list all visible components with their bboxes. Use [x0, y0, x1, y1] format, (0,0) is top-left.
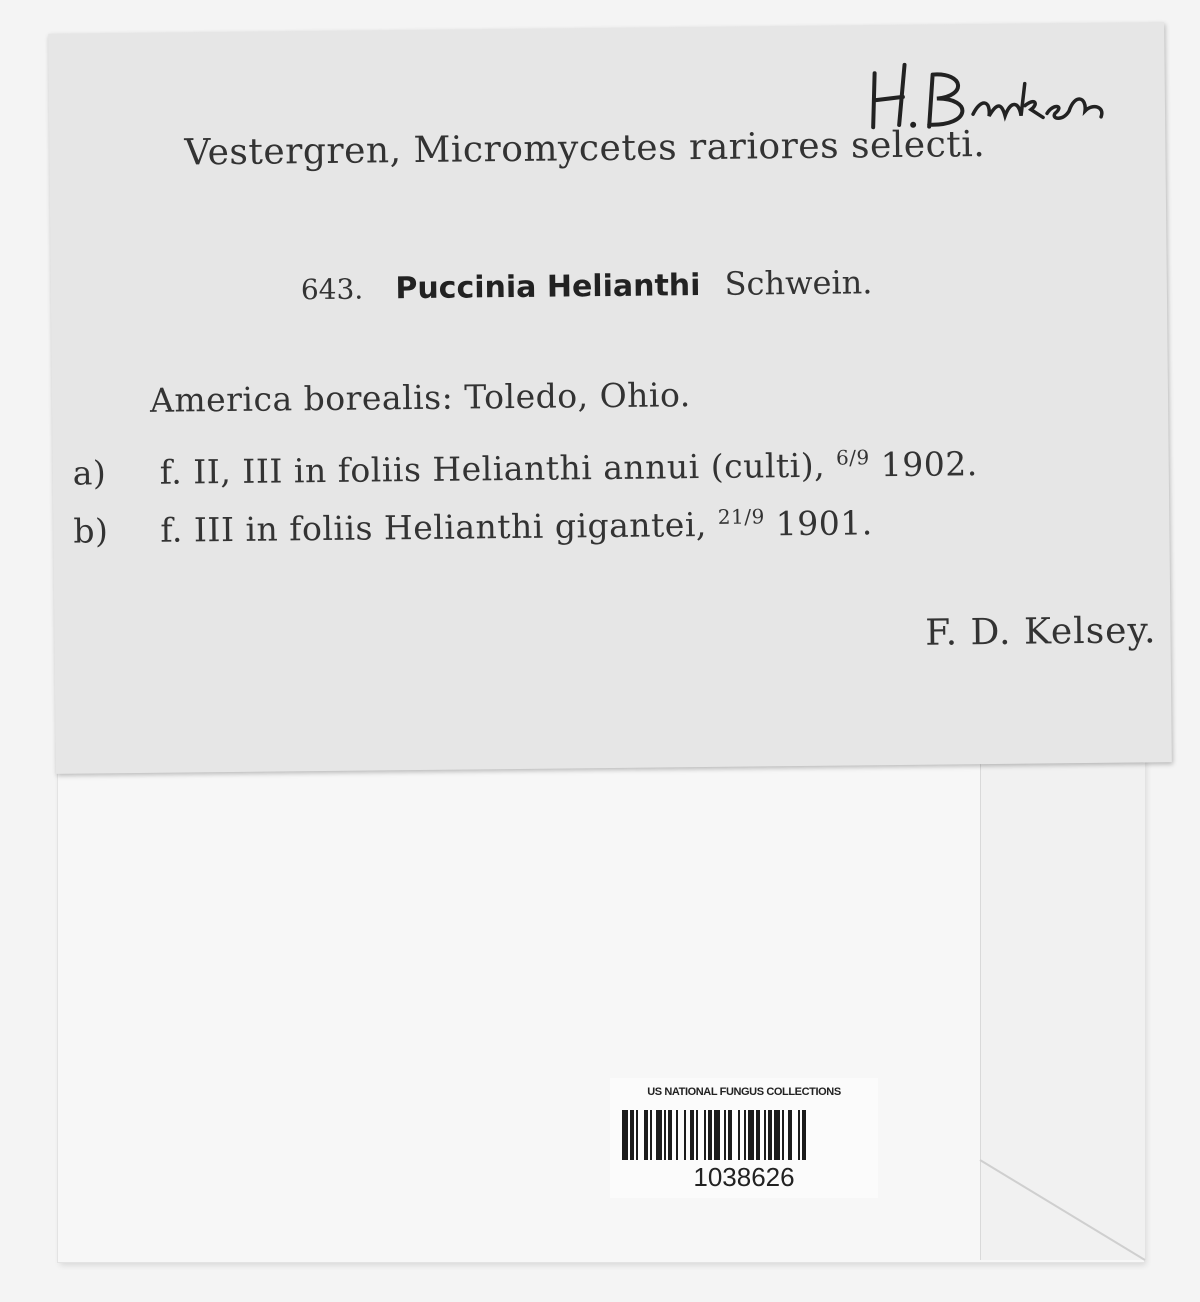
barcode-bar — [644, 1110, 648, 1160]
barcode-bar — [748, 1110, 754, 1160]
barcode-bar — [714, 1110, 720, 1160]
barcode-bar — [664, 1110, 666, 1160]
barcode-bar — [704, 1110, 706, 1160]
barcode-sticker — [610, 1078, 878, 1198]
specimen-label — [48, 22, 1172, 774]
species-line — [301, 263, 873, 307]
exsiccata-number: 643. — [300, 272, 364, 307]
barcode-bar — [768, 1110, 772, 1160]
specimen-text: f. III in foliis Helianthi gigantei, — [160, 504, 708, 550]
barcode-bar — [802, 1110, 806, 1160]
locality: America borealis: Toledo, Ohio. — [149, 375, 691, 420]
barcode-bar — [630, 1110, 634, 1160]
barcode-bar — [650, 1110, 652, 1160]
envelope-fold — [970, 1150, 1150, 1270]
species-author: Schwein. — [724, 263, 873, 303]
collector-name: F. D. Kelsey. — [925, 610, 1157, 654]
barcode-bar — [788, 1110, 792, 1160]
barcode-bar — [764, 1110, 766, 1160]
specimen-year: 1901. — [775, 503, 873, 544]
barcode-bar — [656, 1110, 662, 1160]
series-title: Vestergren, Micromycetes rariores selecti. — [184, 124, 986, 174]
specimen-date: 6/9 — [835, 445, 870, 470]
species-name: Puccinia Helianthi — [395, 268, 701, 307]
barcode-bar — [728, 1110, 732, 1160]
barcode-bar — [738, 1110, 740, 1160]
barcode-bar — [696, 1110, 698, 1160]
barcode-bar — [774, 1110, 780, 1160]
barcode-bar — [690, 1110, 694, 1160]
barcode-header: US NATIONAL FUNGUS COLLECTIONS — [647, 1086, 841, 1098]
specimen-text: f. II, III in foliis Helianthi annui (culti), — [159, 445, 826, 492]
specimen-date: 21/9 — [717, 504, 765, 529]
barcode-bar — [798, 1110, 800, 1160]
barcode-bar — [782, 1110, 784, 1160]
specimen-line-a — [73, 444, 978, 492]
barcode-bar — [636, 1110, 638, 1160]
barcode-icon — [618, 1110, 870, 1160]
barcode-bar — [756, 1110, 760, 1160]
specimen-year: 1902. — [880, 444, 978, 485]
barcode-bar — [744, 1110, 746, 1160]
specimen-marker: a) — [72, 453, 107, 493]
barcode-bar — [684, 1110, 686, 1160]
barcode-bar — [708, 1110, 712, 1160]
barcode-bar — [724, 1110, 726, 1160]
barcode-bar — [668, 1110, 672, 1160]
specimen-line-b — [73, 503, 873, 550]
barcode-number: 1038626 — [693, 1162, 795, 1192]
specimen-marker: b) — [73, 511, 109, 551]
barcode-bar — [676, 1110, 678, 1160]
barcode-bar — [622, 1110, 628, 1160]
